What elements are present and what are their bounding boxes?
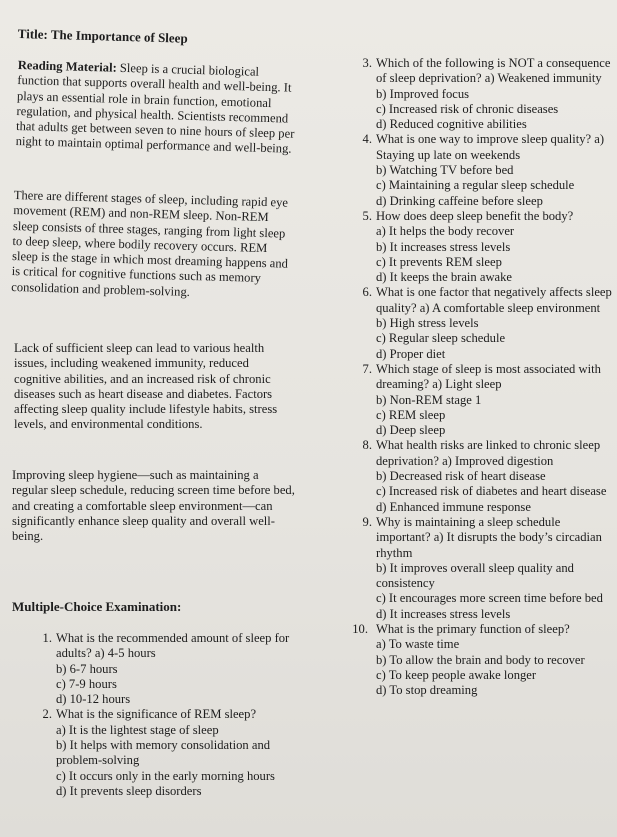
- answer-option: b) Decreased risk of heart disease: [376, 469, 546, 484]
- question-7: 7. Which stage of sleep is most associated with dreaming? a) Light sleep b) Non-REM stage 1 c) REM sleep d) Deep sleep: [350, 362, 612, 438]
- reading-paragraph-4: Improving sleep hygiene—such as maintaining a regular sleep schedule, reducing screen time before bed, and creating a comfortable sleep environment—can significantly enhance sleep quality and overall well-being.: [12, 468, 295, 544]
- exam-heading: Multiple-Choice Examination:: [12, 599, 182, 614]
- question-text: What health risks are linked to chronic sleep deprivation? a) Improved digestion: [376, 438, 601, 468]
- question-list-left: [32, 631, 294, 799]
- reading-paragraph-2: There are different stages of sleep, including rapid eye movement (REM) and non-REM sleep. Non-REM sleep consists of three stages, ranging from light sleep to deep sleep, where bodily recovery occurs. REM sleep is the stage in which most dreaming happens and is critical for cognitive functions such as memory consolidation and problem-solving.: [11, 188, 289, 299]
- answer-option: c) To keep people awake longer: [376, 667, 537, 682]
- answer-option: c) It occurs only in the early morning hours: [56, 768, 275, 783]
- answer-option: d) It keeps the brain awake: [376, 270, 513, 285]
- question-6: 6. What is one factor that negatively affects sleep quality? a) A comfortable sleep environment b) High stress levels c) Regular sleep schedule d) Proper diet: [362, 285, 612, 361]
- question-text: What is one way to improve sleep quality? a) Staying up late on weekends: [376, 132, 605, 162]
- answer-option: a) It helps the body recover: [376, 224, 515, 239]
- answer-option: d) Deep sleep: [376, 423, 446, 438]
- answer-option: d) It prevents sleep disorders: [56, 783, 202, 798]
- answer-option: b) Non-REM stage 1: [376, 392, 482, 407]
- answer-option: d) Proper diet: [376, 346, 446, 361]
- question-3: 3. Which of the following is NOT a consequence of sleep deprivation? a) Weakened immunity b) Improved focus c) Increased risk of chronic diseases d) Reduced cognitive abilities: [362, 56, 611, 132]
- answer-option: d) Reduced cognitive abilities: [376, 117, 527, 132]
- question-4: 4. What is one way to improve sleep quality? a) Staying up late on weekends b) Watching TV before bed c) Maintaining a regular sleep schedule d) Drinking caffeine before sleep: [350, 132, 612, 208]
- question-9: 9. Why is maintaining a sleep schedule important? a) It disrupts the body’s circadian rhythm b) It improves overall sleep quality and consistency c) It encourages more screen time before bed d) It increases stress levels: [350, 515, 612, 622]
- answer-option: c) Increased risk of diabetes and heart disease: [376, 484, 607, 499]
- reading-paragraph-1: Reading Material: Sleep is a crucial biological function that supports overall health and well-being. It plays an essential role in brain function, emotional regulation, and physical health. Scientists recommend that adults get between seven to nine hours of sleep per night to maintain optimal performance and well-being.: [15, 58, 295, 157]
- answer-option: a) It is the lightest stage of sleep: [56, 722, 219, 737]
- answer-option: d) It increases stress levels: [376, 606, 511, 621]
- answer-option: d) Drinking caffeine before sleep: [376, 193, 543, 208]
- question-text: What is the primary function of sleep?: [376, 621, 570, 636]
- answer-option: b) High stress levels: [376, 316, 479, 331]
- answer-option: c) It prevents REM sleep: [376, 254, 502, 269]
- answer-option: a) To waste time: [376, 637, 460, 652]
- answer-option: d) To stop dreaming: [376, 683, 478, 698]
- answer-option: c) Regular sleep schedule: [376, 331, 506, 346]
- answer-option: c) 7-9 hours: [56, 676, 117, 691]
- document-title: Title: The Importance of Sleep: [17, 26, 188, 46]
- answer-option: c) REM sleep: [376, 407, 446, 422]
- question-8: 8. What health risks are linked to chronic sleep deprivation? a) Improved digestion b) Decreased risk of heart disease c) Increased risk of diabetes and heart disease d) Enhanced immune response: [350, 438, 612, 514]
- question-text: Which stage of sleep is most associated with dreaming? a) Light sleep: [376, 361, 601, 392]
- question-list-right: [350, 56, 612, 698]
- answer-option: b) It improves overall sleep quality and consistency: [376, 560, 574, 591]
- answer-option: b) It increases stress levels: [376, 239, 511, 254]
- answer-option: b) Improved focus: [376, 86, 470, 101]
- question-text: What is the recommended amount of sleep for adults? a) 4-5 hours: [56, 631, 290, 661]
- answer-option: b) 6-7 hours: [56, 661, 118, 676]
- answer-option: c) It encourages more screen time before bed: [376, 591, 603, 606]
- answer-option: b) It helps with memory consolidation and problem-solving: [56, 738, 271, 768]
- answer-option: d) 10-12 hours: [56, 692, 131, 707]
- question-text: How does deep sleep benefit the body?: [376, 208, 574, 223]
- question-10: 10. What is the primary function of sleep? a) To waste time b) To allow the brain and body to recover c) To keep people awake longer d) To stop dreaming: [350, 622, 612, 698]
- question-5: 5. How does deep sleep benefit the body? a) It helps the body recover b) It increases stress levels c) It prevents REM sleep d) It keeps the brain awake: [350, 209, 612, 285]
- question-text: Which of the following is NOT a consequence of sleep deprivation? a) Weakened immunity: [376, 56, 611, 86]
- question-text: Why is maintaining a sleep schedule important? a) It disrupts the body’s circadian rhythm: [376, 514, 602, 560]
- question-text: What is one factor that negatively affects sleep quality? a) A comfortable sleep environment: [376, 285, 612, 315]
- question-2: 2. What is the significance of REM sleep? a) It is the lightest stage of sleep b) It helps with memory consolidation and problem-solving c) It occurs only in the early morning hours d) It prevents sleep disorders: [32, 707, 294, 799]
- question-text: What is the significance of REM sleep?: [56, 707, 257, 722]
- answer-option: b) Watching TV before bed: [376, 163, 514, 178]
- answer-option: d) Enhanced immune response: [376, 499, 531, 514]
- reading-label: Reading Material:: [17, 58, 117, 75]
- answer-option: b) To allow the brain and body to recover: [376, 652, 585, 667]
- answer-option: c) Increased risk of chronic diseases: [376, 101, 559, 116]
- reading-paragraph-3: Lack of sufficient sleep can lead to various health issues, including weakened immunity, reduced cognitive abilities, and an increased risk of chronic diseases such as heart disease and diabetes. Factors affecting sleep quality include lifestyle habits, stress levels, and environmental conditions.: [14, 341, 278, 432]
- question-1: 1. What is the recommended amount of sleep for adults? a) 4-5 hours b) 6-7 hours c) 7-9 hours d) 10-12 hours: [32, 631, 294, 707]
- answer-option: c) Maintaining a regular sleep schedule: [376, 178, 575, 193]
